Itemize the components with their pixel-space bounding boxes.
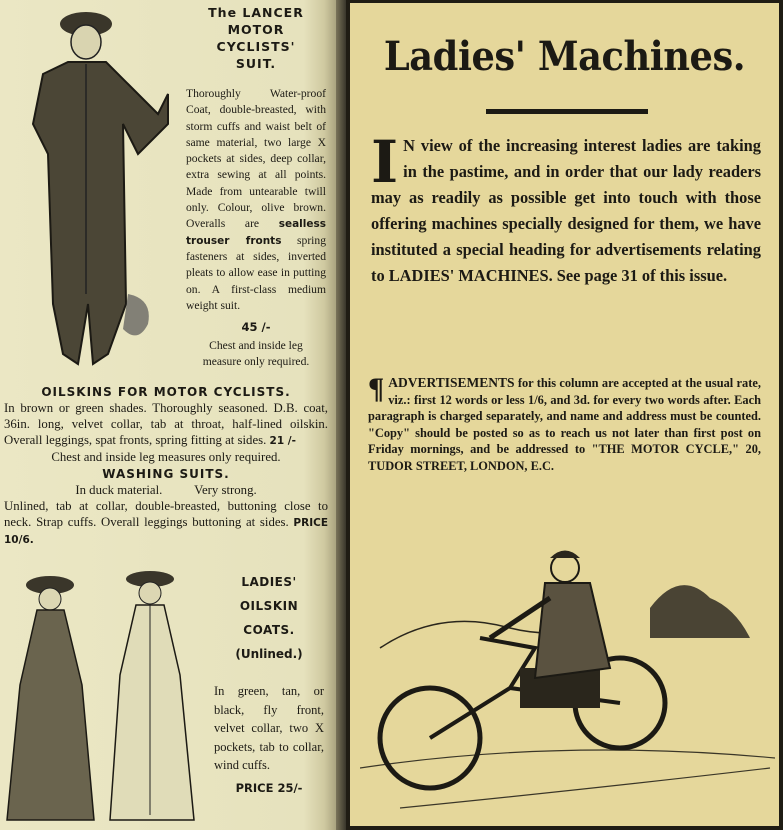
oilskins-desc: In brown or green shades. Thoroughly seasoned. D.B. coat, 36in. long, velvet collar, tab at throat, half-lined oilskin. Overall leggings, spat fronts, spring fitting at sides. (4, 401, 328, 447)
oilskins-note: Chest and inside leg measures only required. (51, 450, 281, 464)
coats-title-2: OILSKIN (239, 599, 299, 613)
oilskins-title: OILSKINS FOR MOTOR CYCLISTS. (41, 385, 291, 399)
coats-price: PRICE 25/- (235, 780, 303, 795)
lancer-suit-illustration (8, 4, 178, 384)
lancer-title-2: MOTOR CYCLISTS' (216, 22, 296, 54)
oilskins-description (4, 400, 328, 449)
lancer-desc-2: spring fasteners at sides, inverted pleats to allow ease in putting on. A first-class medium weight suit. (186, 233, 326, 312)
coats-subtitle: (Unlined.) (235, 647, 303, 661)
page-title: Ladies' Machines. (383, 33, 746, 80)
ladies-coats-illustration (2, 565, 207, 825)
drop-cap: I (371, 128, 399, 196)
oilskins-price: 21 /- (269, 435, 296, 447)
ads-lead: ADVERTISEMENTS (388, 375, 515, 390)
lancer-desc-1: Thoroughly Water-proof Coat, double-breasted, with storm cuffs and waist belt of same material, two large X pockets at sides, deep collar, extra sewing at all points. Made from untearable twill only. Colour, olive brown. Overalls are (186, 87, 326, 231)
lancer-note: Chest and inside leg measure only required. (202, 339, 310, 369)
lancer-description (186, 86, 326, 314)
lancer-suit-section (186, 4, 326, 371)
lancer-title-3: SUIT. (235, 56, 277, 71)
coats-title-1: LADIES' (241, 575, 297, 589)
lady-motorcyclist-illustration (360, 538, 775, 823)
lancer-title-1: The LANCER (208, 5, 304, 20)
coats-description: In green, tan, or black, fly front, velvet collar, two X pockets, tab to collar, wind cuffs. (214, 684, 324, 772)
washing-line1: In duck material. Very strong. (75, 483, 257, 497)
lancer-desc-bold: sealless trouser fronts (186, 218, 326, 247)
advertisements-notice (368, 372, 761, 474)
ladies-coats-section (214, 570, 324, 799)
washing-price: PRICE 10/6. (4, 517, 328, 546)
intro-text: N view of the increasing interest ladies are taking in the pastime, and in order that our lady readers may as readily as possible get into touch with those offering machines specially designed for them, we have instituted a special heading for advertisements relating to LADIES' MACHINES. See page 31 of this issue. (371, 136, 761, 285)
washing-description (4, 498, 328, 548)
oilskins-section (4, 385, 328, 548)
intro-paragraph (371, 128, 761, 289)
washing-desc: Unlined, tab at collar, double-breasted, buttoning close to neck. Strap cuffs. Overall leggings buttoning at sides. (4, 499, 328, 529)
coats-title-3: COATS. (243, 623, 295, 637)
left-page (0, 0, 345, 830)
right-page (346, 0, 783, 830)
pilcrow-icon: ¶ (368, 372, 385, 405)
lancer-price: 45 /- (241, 320, 271, 335)
washing-title: WASHING SUITS. (102, 467, 230, 481)
ads-text: for this column are accepted at the usual rate, viz.: first 12 words or less 1/6, and 3d. for every two words after. Each paragraph is charged separately, and name and address must be counted. "Copy" should be posted so as to reach us not later than first post on Friday mornings, and be addressed to "THE MOTOR CYCLE," 20, TUDOR STREET, LONDON, E.C. (368, 376, 761, 473)
title-rule (486, 109, 648, 114)
